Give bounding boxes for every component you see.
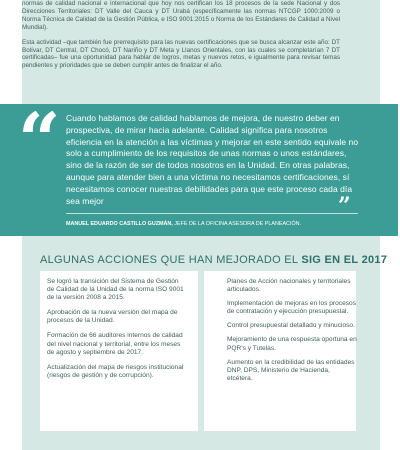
quote-author-role: JEFE DE LA OFICINA ASESORA DE PLANEACIÓN. — [172, 221, 302, 227]
list-item: Mejoramiento de una respuesta oportuna en PQR’s y Tutelas. — [227, 336, 357, 352]
list-item: Planes de Acción nacionales y territoriales articulados. — [227, 278, 351, 294]
list-item: Aprobación de la nueva versión del mapa de procesos de la Unidad. — [47, 309, 178, 325]
intro-text — [22, 0, 340, 77]
section-title-prefix: ALGUNAS ACCIONES QUE HAN MEJORADO EL — [40, 254, 302, 266]
quote-text: Cuando hablamos de calidad hablamos de mejora, de nuestro deber en prospectiva, de mirar hacia adelante. Calidad significa para nosotros eficiencia en la atención a las víctimas y mejorar en este sentido equivale no solo a cumplimiento de los requisitos de unas normas o unos estándares, sino de la razón de ser de todos nosotros en la Unidad. En otras palabras, aunque para atender bien a una víctima no necesitamos certificaciones, sí necesitamos conocer nuestras debilidades para que este proceso cada día sea mejor — [66, 113, 359, 206]
section-title — [40, 253, 388, 267]
list-item: Se logró la transición del Sistema de Gestión de Calidad de la Unidad de la norma ISO 9001 de la versión 2008 a 2015. — [47, 278, 184, 302]
list-item: Implementación de mejoras en los procesos de contratación y ejecución presupuestal. — [227, 300, 357, 316]
quote-author — [66, 221, 366, 228]
quote-divider — [66, 213, 358, 214]
quote-author-name: MANUEL EDUARDO CASTILLO GUZMÁN, — [66, 221, 173, 227]
intro-paragraph-1: normas de calidad nacional e internacional que hoy nos certifican los 18 procesos de la sede Nacional y dos Direcciones Territoriales: DT Valle del Cauca y DT Urabá (específicamente las normas NTCGP 1000:2009 o Norma Técnica de Calidad de la Gestión Pública, e ISO 9001:2015 o Norma de los Estándares de Calidad a Nivel Mundial). — [22, 0, 340, 31]
list-item: Formación de 66 auditores internos de calidad del nivel nacional y territorial, entre los meses de agosto y septiembre de 2017. — [47, 332, 183, 356]
actions-list-left — [47, 278, 187, 387]
open-quote-icon: “ — [18, 98, 61, 184]
list-item: Control presupuestal detallado y minucioso. — [227, 322, 355, 330]
section-title-highlight: SIG EN EL 2017 — [301, 254, 388, 266]
intro-paragraph-2: Esta actividad –que también fue prerrequisito para las nuevas certificaciones que se busca alcanzar este año: DT Bolívar, DT Central, DT Chocó, DT Nariño y DT Meta y Llanos Orientales, con las cuales se completarían 7 DT certificadas– fue una oportunidad para hablar de logros, metas y nuevos retos, e igualmente para revisar temas pendientes y prioridades que se deben cumplir antes de finalizar el año. — [22, 38, 340, 70]
close-quote-icon: ” — [338, 193, 351, 219]
actions-list-right — [227, 278, 357, 389]
list-item: Aumento en la credibilidad de las entidades DNP, DPS, Ministerio de Hacienda, etcétera. — [227, 358, 355, 382]
list-item: Actualización del mapa de riesgos institucional (riesgos de gestión y de corrupción). — [47, 363, 184, 379]
